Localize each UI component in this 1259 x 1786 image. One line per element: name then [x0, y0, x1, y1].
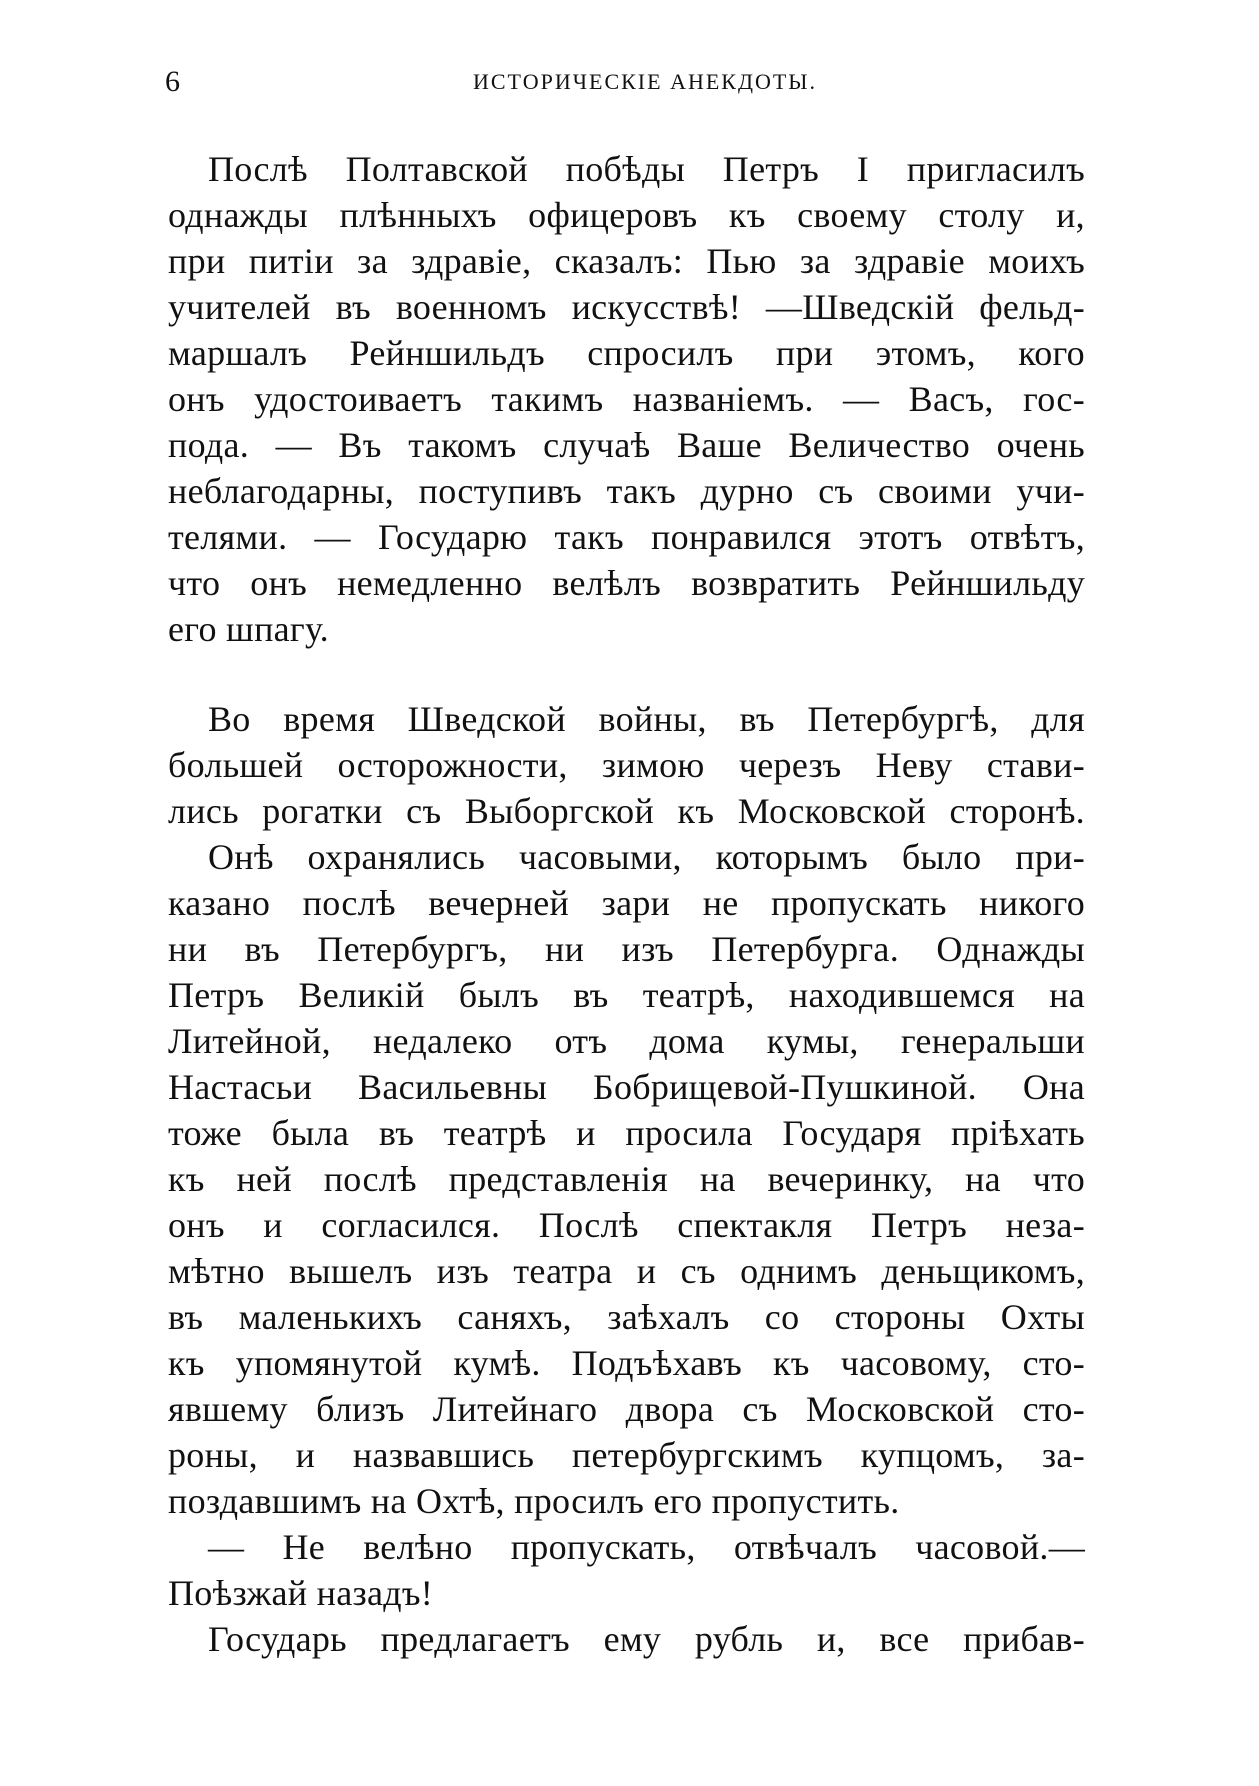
text-line: роны, и назвавшись петербургскимъ купцомъ, за- [168, 1435, 1085, 1475]
text-line: казано послѣ вечерней зари не пропускать никого [168, 883, 1085, 923]
text-line: въ маленькихъ саняхъ, заѣхалъ со стороны Охты [168, 1297, 1085, 1337]
text-line: большей осторожности, зимою черезъ Неву стави- [168, 745, 1085, 785]
text-line: къ упомянутой кумѣ. Подъѣхавъ къ часовому, сто- [168, 1343, 1085, 1383]
text-line: мѣтно вышелъ изъ театра и съ однимъ деньщикомъ, [168, 1251, 1085, 1291]
text-line: ни въ Петербургъ, ни изъ Петербурга. Однажды [168, 929, 1085, 969]
page-number: 6 [165, 65, 180, 98]
text-line: — Не велѣно пропускать, отвѣчалъ часовой.— [208, 1527, 1085, 1567]
running-title: ИСТОРИЧЕСКІЕ АНЕКДОТЫ. [473, 69, 817, 94]
text-line: однажды плѣнныхъ офицеровъ къ своему столу и, [168, 195, 1085, 235]
text-line: Во время Шведской войны, въ Петербургѣ, для [208, 699, 1085, 739]
text-line: тоже была въ театрѣ и просила Государя пріѣхать [168, 1113, 1085, 1153]
text-line: маршалъ Рейншильдъ спросилъ при этомъ, кого [168, 333, 1085, 373]
text-line: явшему близъ Литейнаго двора съ Московской сто- [168, 1389, 1085, 1429]
text-line: его шпагу. [168, 609, 329, 649]
text-line: Онѣ охранялись часовыми, которымъ было при- [208, 837, 1085, 877]
text-line: Литейной, недалеко отъ дома кумы, генеральши [168, 1021, 1085, 1061]
text-line: что онъ немедленно велѣлъ возвратить Рейншильду [168, 563, 1085, 603]
text-line: неблагодарны, поступивъ такъ дурно съ своими учи- [168, 471, 1085, 511]
text-line: Настасьи Васильевны Бобрищевой-Пушкиной. Она [168, 1067, 1085, 1107]
text-line: онъ удостоиваетъ такимъ названіемъ. — Васъ, гос- [168, 379, 1085, 419]
text-line: пода. — Въ такомъ случаѣ Ваше Величество очень [168, 425, 1085, 465]
anecdote-poltava [168, 146, 1085, 652]
page-header [165, 62, 1125, 102]
text-line: телями. — Государю такъ понравился этотъ отвѣтъ, [168, 517, 1085, 557]
text-line: онъ и согласился. Послѣ спектакля Петръ неза- [168, 1205, 1085, 1245]
text-line: Государь предлагаетъ ему рубль и, все прибав- [208, 1619, 1085, 1659]
anecdote-neva-sentry [168, 696, 1085, 1662]
text-line: лись рогатки съ Выборгской къ Московской сторонѣ. [168, 791, 1085, 831]
text-line: при питіи за здравіе, сказалъ: Пью за здравіе моихъ [168, 241, 1085, 281]
text-line: Поѣзжай назадъ! [168, 1573, 434, 1613]
text-line: къ ней послѣ представленія на вечеринку, на что [168, 1159, 1085, 1199]
text-line: учителей въ военномъ искусствѣ! —Шведскій фельд- [168, 287, 1085, 327]
text-line: Петръ Великій былъ въ театрѣ, находившемся на [168, 975, 1085, 1015]
text-line: поздавшимъ на Охтѣ, просилъ его пропустить. [168, 1481, 900, 1521]
text-line: Послѣ Полтавской побѣды Петръ I пригласилъ [208, 149, 1085, 189]
